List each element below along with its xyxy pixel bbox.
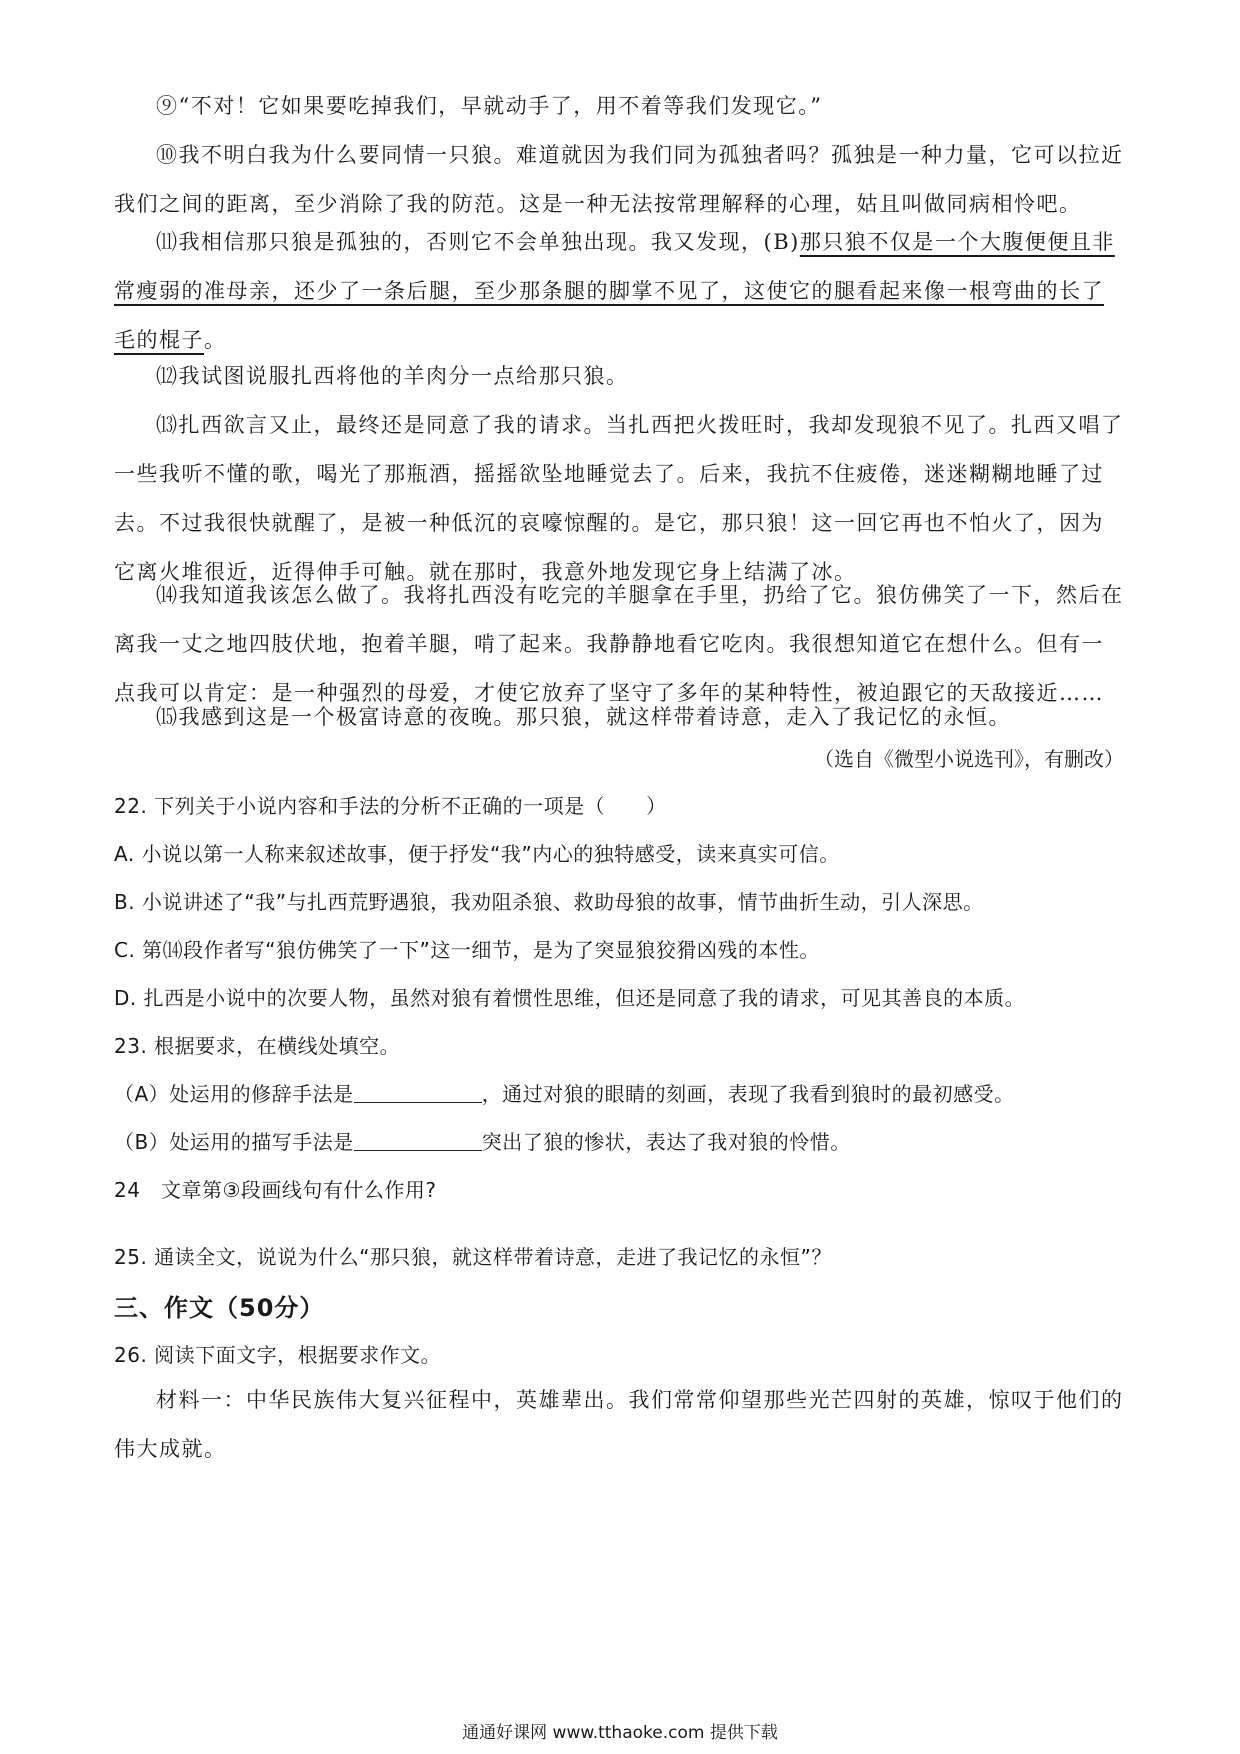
paragraph-11-start: ⑾我相信那只狼是孤独的，否则它不会单独出现。我又发现，(B) [156,230,800,254]
question-23-part-a [114,1078,1124,1110]
essay-section-heading: 三、作文（50分） [114,1294,325,1322]
question-23-a-suffix: ，通过对狼的眼睛的刻画，表现了我看到狼时的最初感受。 [481,1082,1015,1106]
paragraph-13: ⒀扎西欲言又止，最终还是同意了我的请求。当扎西把火拨旺时，我却发现狼不见了。扎西又唱了一些我听不懂的歌，喝光了那瓶酒，摇摇欲坠地睡觉去了。后来，我抗不住疲倦，迷迷糊糊地睡了过去。不过我很快就醒了，是被一种低沉的哀嚎惊醒的。是它，那只狼！这一回它再也不怕火了，因为它离火堆很近，近得伸手可触。就在那时，我意外地发现它身上结满了冰。 [114,413,1124,584]
question-22: 22. 下列关于小说内容和手法的分析不正确的一项是（ ） [114,794,667,818]
paragraph-12: ⑿我试图说服扎西将他的羊肉分一点给那只狼。 [156,364,629,388]
page-footer: 通通好课网 www.tthaoke.com 提供下载 [462,1723,778,1743]
paragraph-11 [114,218,1124,365]
paragraph-15: ⒂我感到这是一个极富诗意的夜晚。那只狼，就这样带着诗意，走入了我记忆的永恒。 [156,705,1011,729]
paragraph-9: ⑨“不对！它如果要吃掉我们，早就动手了，用不着等我们发现它。” [156,94,823,118]
paragraph-11-end: 。 [204,328,227,352]
question-23: 23. 根据要求，在横线处填空。 [114,1034,401,1058]
question-26: 26. 阅读下面文字，根据要求作文。 [114,1343,442,1367]
question-22-option-d: D. 扎西是小说中的次要人物，虽然对狼有着惯性思维，但还是同意了我的请求，可见其善良的本质。 [114,986,1026,1010]
question-22-option-a: A. 小说以第一人称来叙述故事，便于抒发“我”内心的独特感受，读来真实可信。 [114,842,840,866]
question-22-option-b: B. 小说讲述了“我”与扎西荒野遇狼，我劝阻杀狼、救助母狼的故事，情节曲折生动，引人深思。 [114,890,984,914]
question-25: 25. 通读全文，说说为什么“那只狼，就这样带着诗意，走进了我记忆的永恒”？ [114,1245,832,1269]
question-24: 24 文章第③段画线句有什么作用? [114,1178,437,1202]
essay-material-1: 材料一：中华民族伟大复兴征程中，英雄辈出。我们常常仰望那些光芒四射的英雄，惊叹于他们的伟大成就。 [114,1388,1124,1461]
answer-blank-a[interactable] [354,1080,482,1103]
underlined-sentence-b: 那只狼不仅是一个大腹便便且非常瘦弱的准母亲，还少了一条后腿，至少那条腿的脚掌不见了，这使它的腿看起来像一根弯曲的长了毛的棍子 [114,230,1115,352]
answer-blank-b[interactable] [354,1128,482,1151]
source-citation: （选自《微型小说选刊》，有删改） [814,747,1124,771]
question-23-b-prefix: （B）处运用的描写手法是 [114,1130,354,1154]
question-23-a-prefix: （A）处运用的修辞手法是 [114,1082,354,1106]
question-23-part-b [114,1126,1124,1158]
question-22-option-c: C. 第⒁段作者写“狼仿佛笑了一下”这一细节，是为了突显狼狡猾凶残的本性。 [114,938,820,962]
question-23-b-suffix: 突出了狼的惨状，表达了我对狼的怜惜。 [481,1130,851,1154]
paragraph-10: ⑩我不明白我为什么要同情一只狼。难道就因为我们同为孤独者吗？孤独是一种力量，它可以拉近我们之间的距离，至少消除了我的防范。这是一种无法按常理解释的心理，姑且叫做同病相怜吧。 [114,143,1124,216]
paragraph-14: ⒁我知道我该怎么做了。我将扎西没有吃完的羊腿拿在手里，扔给了它。狼仿佛笑了一下，然后在离我一丈之地四肢伏地，抱着羊腿，啃了起来。我静静地看它吃肉。我很想知道它在想什么。但有一点我可以肯定：是一种强烈的母爱，才使它放弃了坚守了多年的某种特性，被迫跟它的天敌接近…… [114,583,1124,705]
